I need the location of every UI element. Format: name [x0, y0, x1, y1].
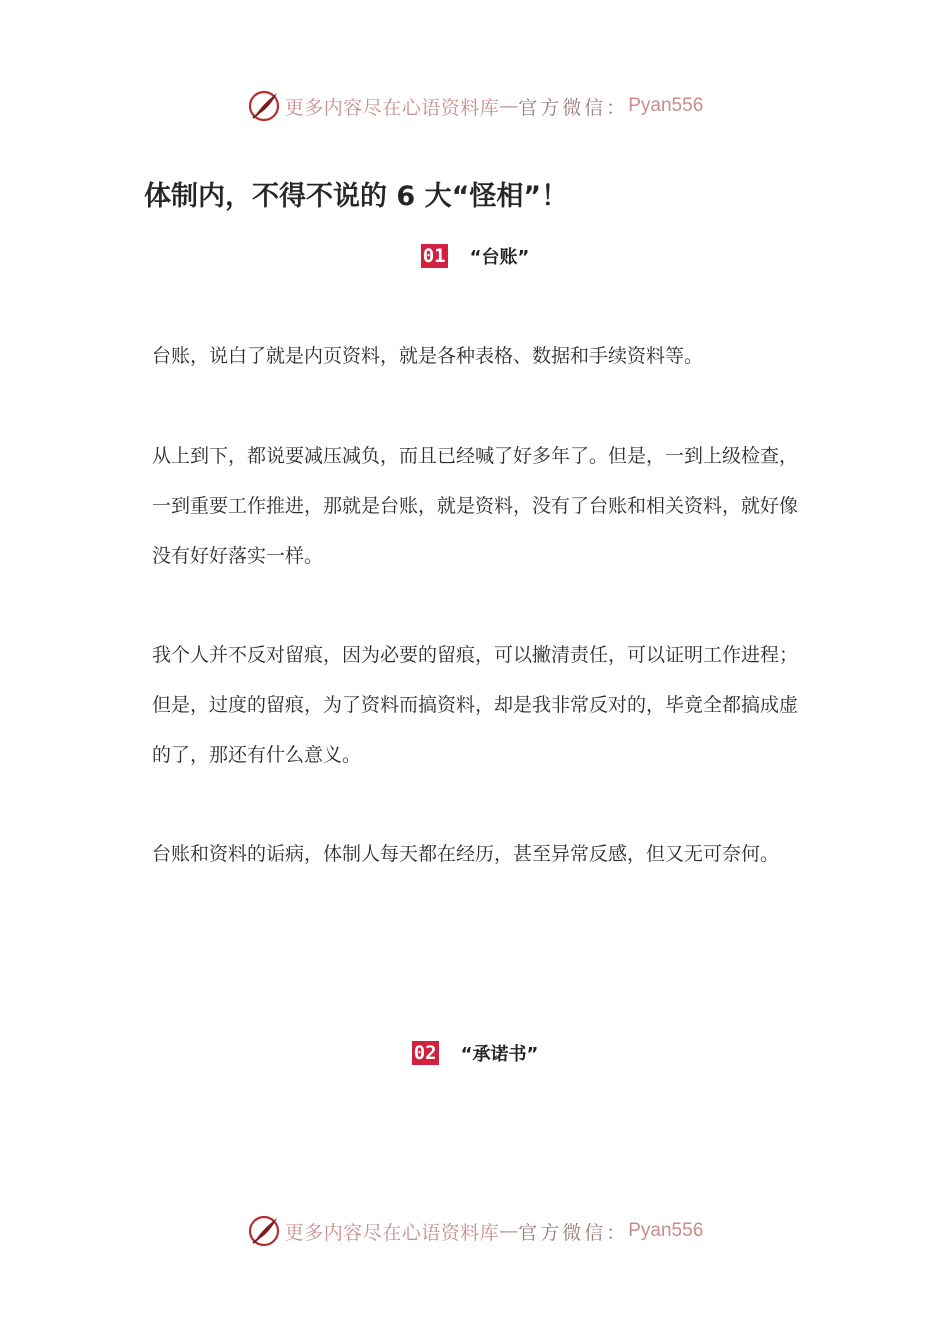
- section-title: “承诺书”: [460, 1044, 539, 1065]
- section-number-badge: 02: [413, 1042, 437, 1064]
- watermark-main-text: 更多内容尽在心语资料库: [284, 1221, 500, 1244]
- paragraph: 台账，说白了就是内页资料，就是各种表格、数据和手续资料等。: [152, 345, 704, 367]
- watermark-dash: —: [499, 1220, 519, 1242]
- section-number-badge: 01: [422, 245, 446, 267]
- paragraph: 我个人并不反对留痕，因为必要的留痕，可以撇清责任，可以证明工作进程；但是，过度的留痕，为了资料而搞资料，却是我非常反对的，毕竟全都搞成虚的了，那还有什么意义。: [152, 644, 799, 766]
- section-title: “台账”: [469, 247, 530, 268]
- section-heading-02: [0, 1038, 950, 1068]
- watermark-wechat-id: Pyan556: [628, 95, 704, 116]
- watermark-sub-text: 官方微信：: [518, 1221, 629, 1244]
- watermark-main-text: 更多内容尽在心语资料库: [284, 96, 500, 119]
- footer-watermark: [0, 1209, 950, 1253]
- watermark-dash: —: [499, 95, 519, 117]
- section-heading-01: [0, 241, 950, 271]
- article-title: 体制内，不得不说的 6 大“怪相”！: [144, 181, 569, 212]
- quill-logo-icon: [247, 1214, 281, 1248]
- paragraph: 从上到下，都说要减压减负，而且已经喊了好多年了。但是，一到上级检查，一到重要工作推进，那就是台账，就是资料，没有了台账和相关资料，就好像没有好好落实一样。: [152, 445, 799, 567]
- header-watermark: [0, 84, 950, 128]
- watermark-wechat-id: Pyan556: [628, 1220, 704, 1241]
- paragraph: 台账和资料的诟病，体制人每天都在经历，甚至异常反感，但又无可奈何。: [152, 843, 780, 865]
- quill-logo-icon: [247, 89, 281, 123]
- watermark-sub-text: 官方微信：: [518, 96, 629, 119]
